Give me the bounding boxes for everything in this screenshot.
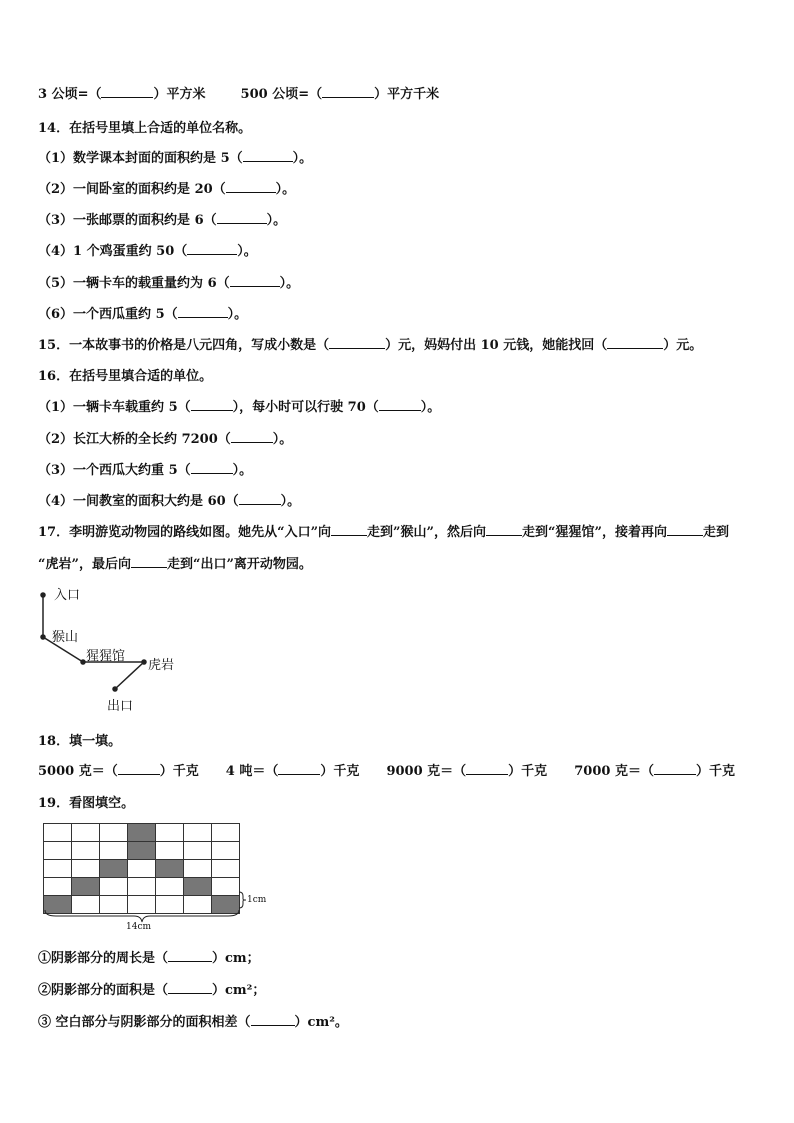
answer-blank[interactable] bbox=[607, 338, 663, 349]
blank-cell bbox=[71, 859, 100, 878]
answer-blank[interactable] bbox=[466, 764, 508, 775]
blank-cell bbox=[211, 823, 240, 842]
q19-item-3: ③ 空白部分与阴影部分的面积相差（ ）cm²。 bbox=[38, 1015, 348, 1030]
q14-item-2: （2）一间卧室的面积约是 20（ ）。 bbox=[38, 182, 296, 197]
q14-item-3: （3）一张邮票的面积约是 6（ ）。 bbox=[38, 213, 287, 228]
answer-blank[interactable] bbox=[217, 213, 267, 224]
exit-label: 出口 bbox=[107, 699, 134, 714]
blank-cell bbox=[155, 877, 184, 896]
blank-cell bbox=[99, 823, 128, 842]
answer-blank[interactable] bbox=[322, 87, 374, 98]
q19-title: 19．看图填空。 bbox=[38, 796, 135, 811]
entrance-label: 入口 bbox=[54, 588, 81, 603]
answer-blank[interactable] bbox=[486, 525, 522, 536]
blank-cell bbox=[183, 823, 212, 842]
answer-blank[interactable] bbox=[178, 307, 228, 318]
answer-blank[interactable] bbox=[191, 400, 233, 411]
height-label: 1cm bbox=[247, 895, 267, 905]
blank-cell bbox=[43, 823, 72, 842]
answer-blank[interactable] bbox=[251, 1015, 295, 1026]
q13-line: 3 公顷=（ ）平方米 500 公顷=（ ）平方千米 bbox=[38, 87, 440, 102]
blank-cell bbox=[183, 841, 212, 860]
shaded-cell bbox=[71, 877, 100, 896]
answer-blank[interactable] bbox=[231, 432, 273, 443]
answer-blank[interactable] bbox=[226, 182, 276, 193]
ape-label: 猩猩馆 bbox=[86, 649, 126, 664]
shaded-cell bbox=[127, 841, 156, 860]
answer-blank[interactable] bbox=[667, 525, 703, 536]
q15: 15．一本故事书的价格是八元四角，写成小数是（ ）元，妈妈付出 10 元钱，她能找回（ ）元。 bbox=[38, 338, 703, 353]
answer-blank[interactable] bbox=[230, 276, 280, 287]
tiger-point bbox=[142, 660, 146, 664]
grid-row bbox=[44, 878, 240, 896]
blank-cell bbox=[211, 877, 240, 896]
entrance-point bbox=[41, 593, 45, 597]
width-label: 14cm bbox=[126, 922, 152, 932]
answer-blank[interactable] bbox=[191, 463, 233, 474]
exit-point bbox=[113, 687, 117, 691]
q16-item-4: （4）一间教室的面积大约是 60（ ）。 bbox=[38, 494, 301, 509]
blank-cell bbox=[43, 841, 72, 860]
q16-item-2: （2）长江大桥的全长约 7200（ ）。 bbox=[38, 432, 293, 447]
blank-cell bbox=[99, 877, 128, 896]
q18-row: 5000 克＝（ ）千克 4 吨＝（ ）千克 9000 克＝（ ）千克 7000 克＝（ ）千克 bbox=[38, 764, 735, 779]
q14-item-4: （4）1 个鸡蛋重约 50（ ）。 bbox=[38, 244, 257, 259]
answer-blank[interactable] bbox=[187, 244, 237, 255]
blank-cell bbox=[211, 841, 240, 860]
blank-cell bbox=[43, 859, 72, 878]
q19-item-2: ②阴影部分的面积是（ ）cm²； bbox=[38, 983, 266, 998]
q18-title: 18．填一填。 bbox=[38, 734, 122, 749]
q14-item-6: （6）一个西瓜重约 5（ ）。 bbox=[38, 307, 248, 322]
ape-point bbox=[81, 660, 85, 664]
shaded-cell bbox=[99, 859, 128, 878]
blank-cell bbox=[127, 859, 156, 878]
q17-line-1: 17．李明游览动物园的路线如图。她先从“入口”向 走到”猴山”，然后向 走到“猩猩馆”，接着再向 走到 bbox=[38, 525, 729, 540]
blank-cell bbox=[211, 859, 240, 878]
answer-blank[interactable] bbox=[118, 764, 160, 775]
q14-title: 14．在括号里填上合适的单位名称。 bbox=[38, 121, 252, 136]
zoo-route-map bbox=[30, 584, 230, 714]
shaded-grid-figure bbox=[44, 824, 240, 914]
answer-blank[interactable] bbox=[239, 494, 281, 505]
q17-line-2: “虎岩”，最后向 走到“出口”离开动物园。 bbox=[38, 557, 312, 572]
answer-blank[interactable] bbox=[101, 87, 153, 98]
answer-blank[interactable] bbox=[379, 400, 421, 411]
answer-blank[interactable] bbox=[654, 764, 696, 775]
answer-blank[interactable] bbox=[278, 764, 320, 775]
answer-blank[interactable] bbox=[168, 983, 212, 994]
answer-blank[interactable] bbox=[168, 951, 212, 962]
shaded-cell bbox=[183, 877, 212, 896]
q16-item-3: （3）一个西瓜大约重 5（ ）。 bbox=[38, 463, 253, 478]
blank-cell bbox=[43, 877, 72, 896]
answer-blank[interactable] bbox=[131, 557, 167, 568]
shaded-cell bbox=[127, 823, 156, 842]
grid-row bbox=[44, 824, 240, 842]
shaded-cell bbox=[155, 859, 184, 878]
grid-row bbox=[44, 860, 240, 878]
blank-cell bbox=[155, 841, 184, 860]
q14-item-5: （5）一辆卡车的载重量约为 6（ ）。 bbox=[38, 276, 300, 291]
monkey-label: 猴山 bbox=[52, 630, 79, 645]
q14-item-1: （1）数学课本封面的面积约是 5（ ）。 bbox=[38, 151, 313, 166]
blank-cell bbox=[71, 841, 100, 860]
answer-blank[interactable] bbox=[331, 525, 367, 536]
blank-cell bbox=[183, 859, 212, 878]
blank-cell bbox=[155, 823, 184, 842]
blank-cell bbox=[99, 841, 128, 860]
monkey-point bbox=[41, 635, 45, 639]
blank-cell bbox=[127, 877, 156, 896]
grid-row bbox=[44, 842, 240, 860]
tiger-label: 虎岩 bbox=[148, 658, 175, 673]
q16-title: 16．在括号里填合适的单位。 bbox=[38, 369, 213, 384]
q19-item-1: ①阴影部分的周长是（ ）cm； bbox=[38, 951, 260, 966]
answer-blank[interactable] bbox=[329, 338, 385, 349]
answer-blank[interactable] bbox=[243, 151, 293, 162]
blank-cell bbox=[71, 823, 100, 842]
q16-item-1: （1）一辆卡车载重约 5（ ），每小时可以行驶 70（ ）。 bbox=[38, 400, 441, 415]
